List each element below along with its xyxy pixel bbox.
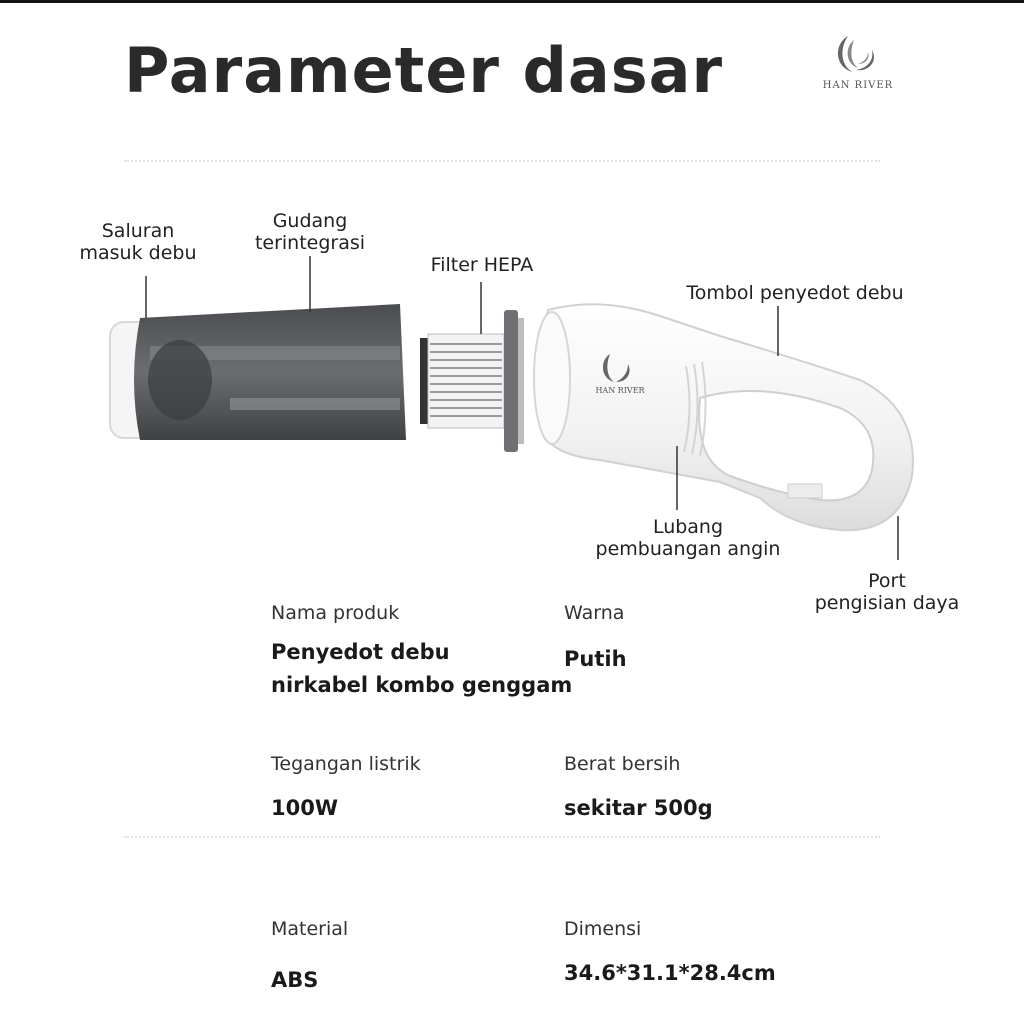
brand-name: HAN RIVER <box>822 80 894 91</box>
spec-name-value <box>271 636 572 702</box>
spec-voltage-value: 100W <box>271 796 338 820</box>
spec-name-label: Nama produk <box>271 602 400 624</box>
callout-dust-inlet-line1: Saluran <box>101 220 175 242</box>
spec-weight-label: Berat bersih <box>564 753 681 775</box>
callout-charging-port <box>804 570 970 614</box>
brand-logo <box>800 30 912 96</box>
callout-exhaust-vent <box>586 516 790 560</box>
spec-color-value: Putih <box>564 647 627 671</box>
spec-material-value: ABS <box>271 968 319 992</box>
vacuum-body <box>534 304 913 530</box>
spec-material-label: Material <box>271 918 349 940</box>
spec-dimension-label: Dimensi <box>564 918 642 940</box>
spec-voltage-label: Tegangan listrik <box>271 753 421 775</box>
callout-exhaust-vent-line1: Lubang <box>652 516 724 538</box>
callout-charging-port-line2: pengisian daya <box>814 592 960 614</box>
divider-top <box>124 160 880 162</box>
han-river-swirl-icon <box>826 30 886 78</box>
page-title: Parameter dasar <box>124 34 724 107</box>
callout-vacuum-button: Tombol penyedot debu <box>686 282 904 304</box>
callout-charging-port-line1: Port <box>868 570 906 592</box>
dust-bin <box>134 304 406 440</box>
callout-dust-inlet <box>76 220 200 264</box>
spec-dimension-value: 34.6*31.1*28.4cm <box>564 961 776 985</box>
callout-hepa-filter: Filter HEPA <box>430 254 534 276</box>
top-border <box>0 0 1024 3</box>
callout-integrated-bin-line1: Gudang <box>272 210 348 232</box>
spec-name-value-line1: Penyedot debu <box>271 640 450 664</box>
spec-color-label: Warna <box>564 602 625 624</box>
callout-integrated-bin <box>248 210 372 254</box>
spec-weight-value: sekitar 500g <box>564 796 713 820</box>
device-logo-text: HAN RIVER <box>595 386 645 395</box>
callout-exhaust-vent-line2: pembuangan angin <box>595 538 781 560</box>
spec-name-value-line2: nirkabel kombo genggam <box>271 673 573 697</box>
hepa-filter <box>420 310 524 452</box>
divider-bottom <box>124 836 880 838</box>
callout-integrated-bin-line2: terintegrasi <box>254 232 366 254</box>
callout-dust-inlet-line2: masuk debu <box>79 242 197 264</box>
